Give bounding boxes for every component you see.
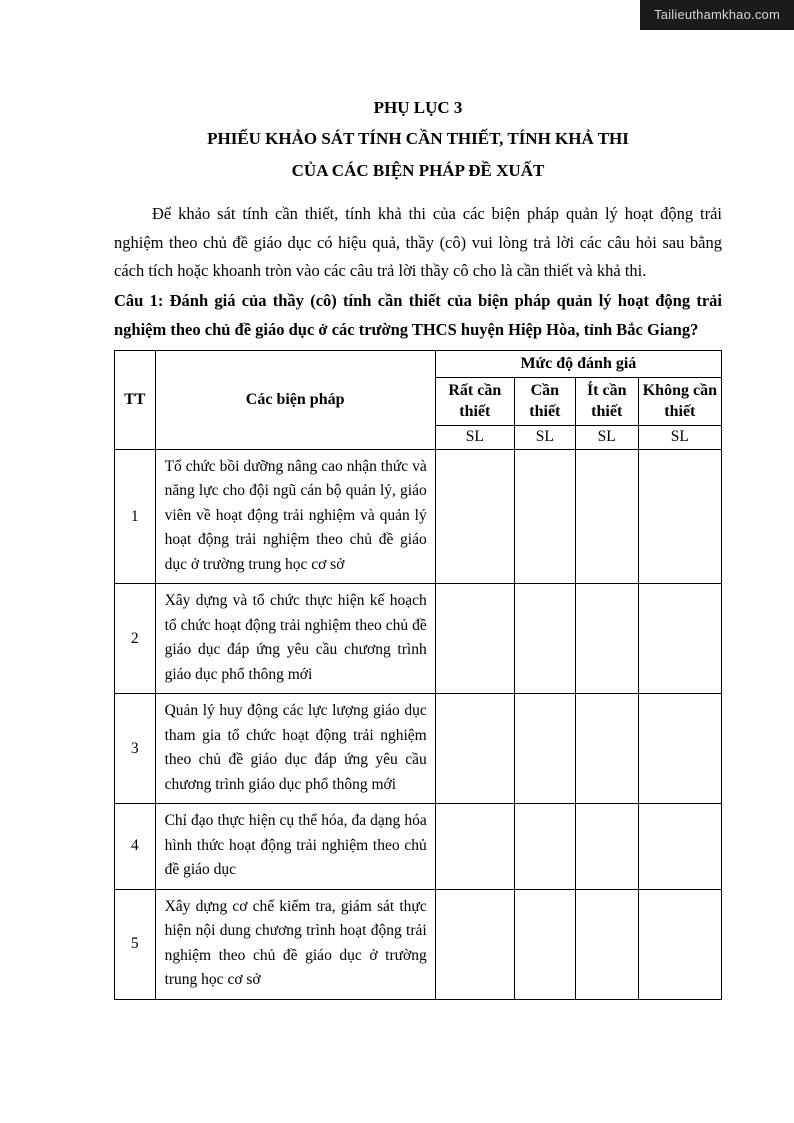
response-cell	[514, 694, 575, 804]
sl-label-2: SL	[514, 425, 575, 449]
response-cell	[575, 694, 638, 804]
document-title-line1: PHIẾU KHẢO SÁT TÍNH CẦN THIẾT, TÍNH KHẢ THI	[207, 129, 629, 149]
sl-label-4: SL	[638, 425, 721, 449]
measure-text: Chỉ đạo thực hiện cụ thể hóa, đa dạng hóa hình thức hoạt động trải nghiệm theo chủ đề giáo dục	[155, 804, 435, 889]
response-cell	[514, 584, 575, 694]
response-cell	[575, 804, 638, 889]
table-row	[115, 804, 722, 889]
page-content	[114, 92, 722, 1000]
sl-label-1: SL	[435, 425, 514, 449]
row-number: 5	[115, 889, 156, 999]
watermark-bar	[640, 0, 794, 30]
response-cell	[575, 889, 638, 999]
column-header-measures: Các biện pháp	[155, 351, 435, 450]
document-title-line2: CỦA CÁC BIỆN PHÁP ĐỀ XUẤT	[291, 160, 545, 180]
response-cell	[575, 449, 638, 583]
column-header-level-4: Không cần thiết	[638, 377, 721, 425]
column-header-level-3: Ít cần thiết	[575, 377, 638, 425]
row-number: 2	[115, 584, 156, 694]
measure-text: Xây dựng và tổ chức thực hiện kế hoạch tổ chức hoạt động trải nghiệm theo chủ đề giáo dục đáp ứng yêu cầu chương trình giáo dục phổ thông mới	[155, 584, 435, 694]
response-cell	[514, 804, 575, 889]
watermark-text: Tailieuthamkhao.com	[654, 7, 780, 22]
sl-label-3: SL	[575, 425, 638, 449]
table-row	[115, 694, 722, 804]
response-cell	[435, 889, 514, 999]
response-cell	[435, 449, 514, 583]
column-header-level-1: Rất cần thiết	[435, 377, 514, 425]
response-cell	[638, 694, 721, 804]
row-number: 3	[115, 694, 156, 804]
response-cell	[435, 804, 514, 889]
response-cell	[638, 584, 721, 694]
appendix-number: PHỤ LỤC 3	[373, 98, 463, 117]
survey-table	[114, 350, 722, 999]
row-number: 1	[115, 449, 156, 583]
response-cell	[435, 584, 514, 694]
measure-text: Tổ chức bồi dưỡng nâng cao nhận thức và năng lực cho đội ngũ cán bộ quản lý, giáo viên về hoạt động trải nghiệm và quản lý hoạt động trải nghiệm theo chủ đề giáo dục ở trường trung học cơ sở	[155, 449, 435, 583]
column-header-rating-group: Mức độ đánh giá	[435, 351, 721, 378]
table-row	[115, 584, 722, 694]
response-cell	[514, 889, 575, 999]
response-cell	[638, 889, 721, 999]
row-number: 4	[115, 804, 156, 889]
measure-text: Xây dựng cơ chế kiểm tra, giám sát thực hiện nội dung chương trình hoạt động trải nghiệm theo chủ đề giáo dục ở trường trung học cơ sở	[155, 889, 435, 999]
response-cell	[638, 449, 721, 583]
question-1: Câu 1: Đánh giá của thầy (cô) tính cần thiết của biện pháp quản lý hoạt động trải nghiệm theo chủ đề giáo dục ở các trường THCS huyện Hiệp Hòa, tỉnh Bắc Giang?	[114, 291, 722, 339]
response-cell	[435, 694, 514, 804]
measure-text: Quản lý huy động các lực lượng giáo dục tham gia tổ chức hoạt động trải nghiệm theo chủ đề giáo dục đáp ứng yêu cầu chương trình giáo dục phổ thông mới	[155, 694, 435, 804]
column-header-level-2: Cần thiết	[514, 377, 575, 425]
table-row	[115, 889, 722, 999]
response-cell	[638, 804, 721, 889]
response-cell	[514, 449, 575, 583]
intro-paragraph: Để khảo sát tính cần thiết, tính khả thi của các biện pháp quản lý hoạt động trải nghiệm theo chủ đề giáo dục có hiệu quả, thầy (cô) vui lòng trả lời các câu hỏi sau bằng cách tích hoặc khoanh tròn vào các câu trả lời thầy cô cho là cần thiết và khả thi.	[114, 204, 722, 281]
table-row	[115, 449, 722, 583]
table-header-row-group	[115, 351, 722, 378]
column-header-tt: TT	[115, 351, 156, 450]
response-cell	[575, 584, 638, 694]
